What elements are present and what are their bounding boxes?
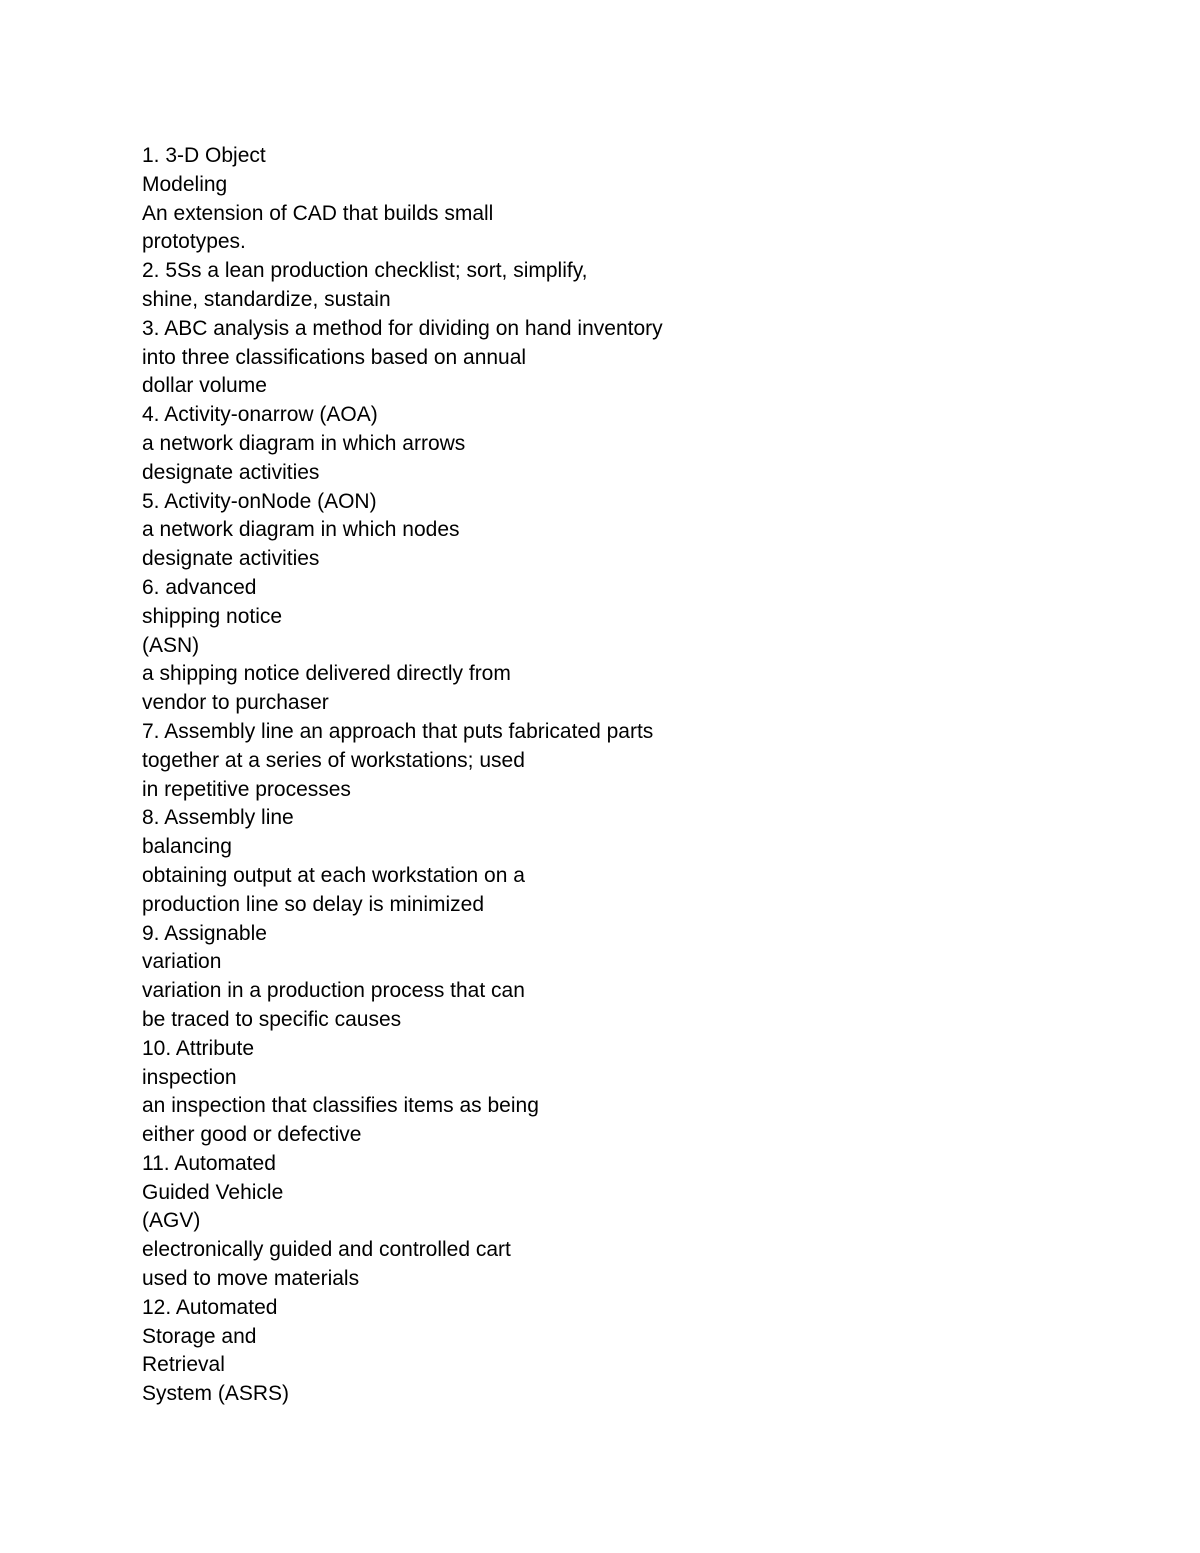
document-line: An extension of CAD that builds small: [142, 201, 494, 225]
document-line: obtaining output at each workstation on a: [142, 863, 525, 887]
document-line: dollar volume: [142, 374, 267, 398]
document-line: (AGV): [142, 1209, 201, 1233]
document-line: 9. Assignable: [142, 921, 267, 945]
document-line: a network diagram in which nodes: [142, 518, 460, 542]
document-line: electronically guided and controlled cart: [142, 1238, 511, 1262]
document-line: vendor to purchaser: [142, 691, 329, 715]
document-line: shine, standardize, sustain: [142, 287, 391, 311]
document-line: prototypes.: [142, 230, 246, 254]
document-line: used to move materials: [142, 1267, 360, 1291]
document-line: balancing: [142, 835, 232, 859]
document-line: 11. Automated: [142, 1151, 276, 1175]
document-line: (ASN): [142, 633, 200, 657]
document-line: designate activities: [142, 460, 320, 484]
document-line: together at a series of workstations; used: [142, 748, 525, 772]
document-line: 2. 5Ss a lean production checklist; sort, simplify,: [142, 259, 588, 283]
document-line: designate activities: [142, 547, 320, 571]
document-line: 12. Automated: [142, 1295, 278, 1319]
document-line: 7. Assembly line an approach that puts fabricated parts: [142, 719, 654, 743]
document-line: Retrieval: [142, 1353, 225, 1377]
document-line: 10. Attribute: [142, 1036, 255, 1060]
document-line: 4. Activity-onarrow (AOA): [142, 403, 378, 427]
document-line: a network diagram in which arrows: [142, 431, 466, 455]
document-line: 5. Activity-onNode (AON): [142, 489, 377, 513]
document-line: a shipping notice delivered directly from: [142, 662, 511, 686]
document-line: Modeling: [142, 172, 228, 196]
document-line: inspection: [142, 1065, 237, 1089]
document-body: [142, 142, 1122, 1409]
document-line: production line so delay is minimized: [142, 892, 484, 916]
document-line: System (ASRS): [142, 1382, 290, 1406]
document-line: Guided Vehicle: [142, 1180, 284, 1204]
document-line: 8. Assembly line: [142, 806, 294, 830]
document-line: be traced to specific causes: [142, 1007, 402, 1031]
document-line: variation: [142, 950, 222, 974]
document-line: either good or defective: [142, 1123, 362, 1147]
document-line: in repetitive processes: [142, 777, 351, 801]
document-line: Storage and: [142, 1324, 257, 1348]
document-line: into three classifications based on annual: [142, 345, 527, 369]
document-line: an inspection that classifies items as being: [142, 1094, 539, 1118]
document-line: variation in a production process that can: [142, 979, 525, 1003]
document-line: shipping notice: [142, 604, 283, 628]
document-line: 6. advanced: [142, 575, 257, 599]
document-line: 3. ABC analysis a method for dividing on hand inventory: [142, 316, 663, 340]
document-line: 1. 3-D Object: [142, 144, 266, 167]
